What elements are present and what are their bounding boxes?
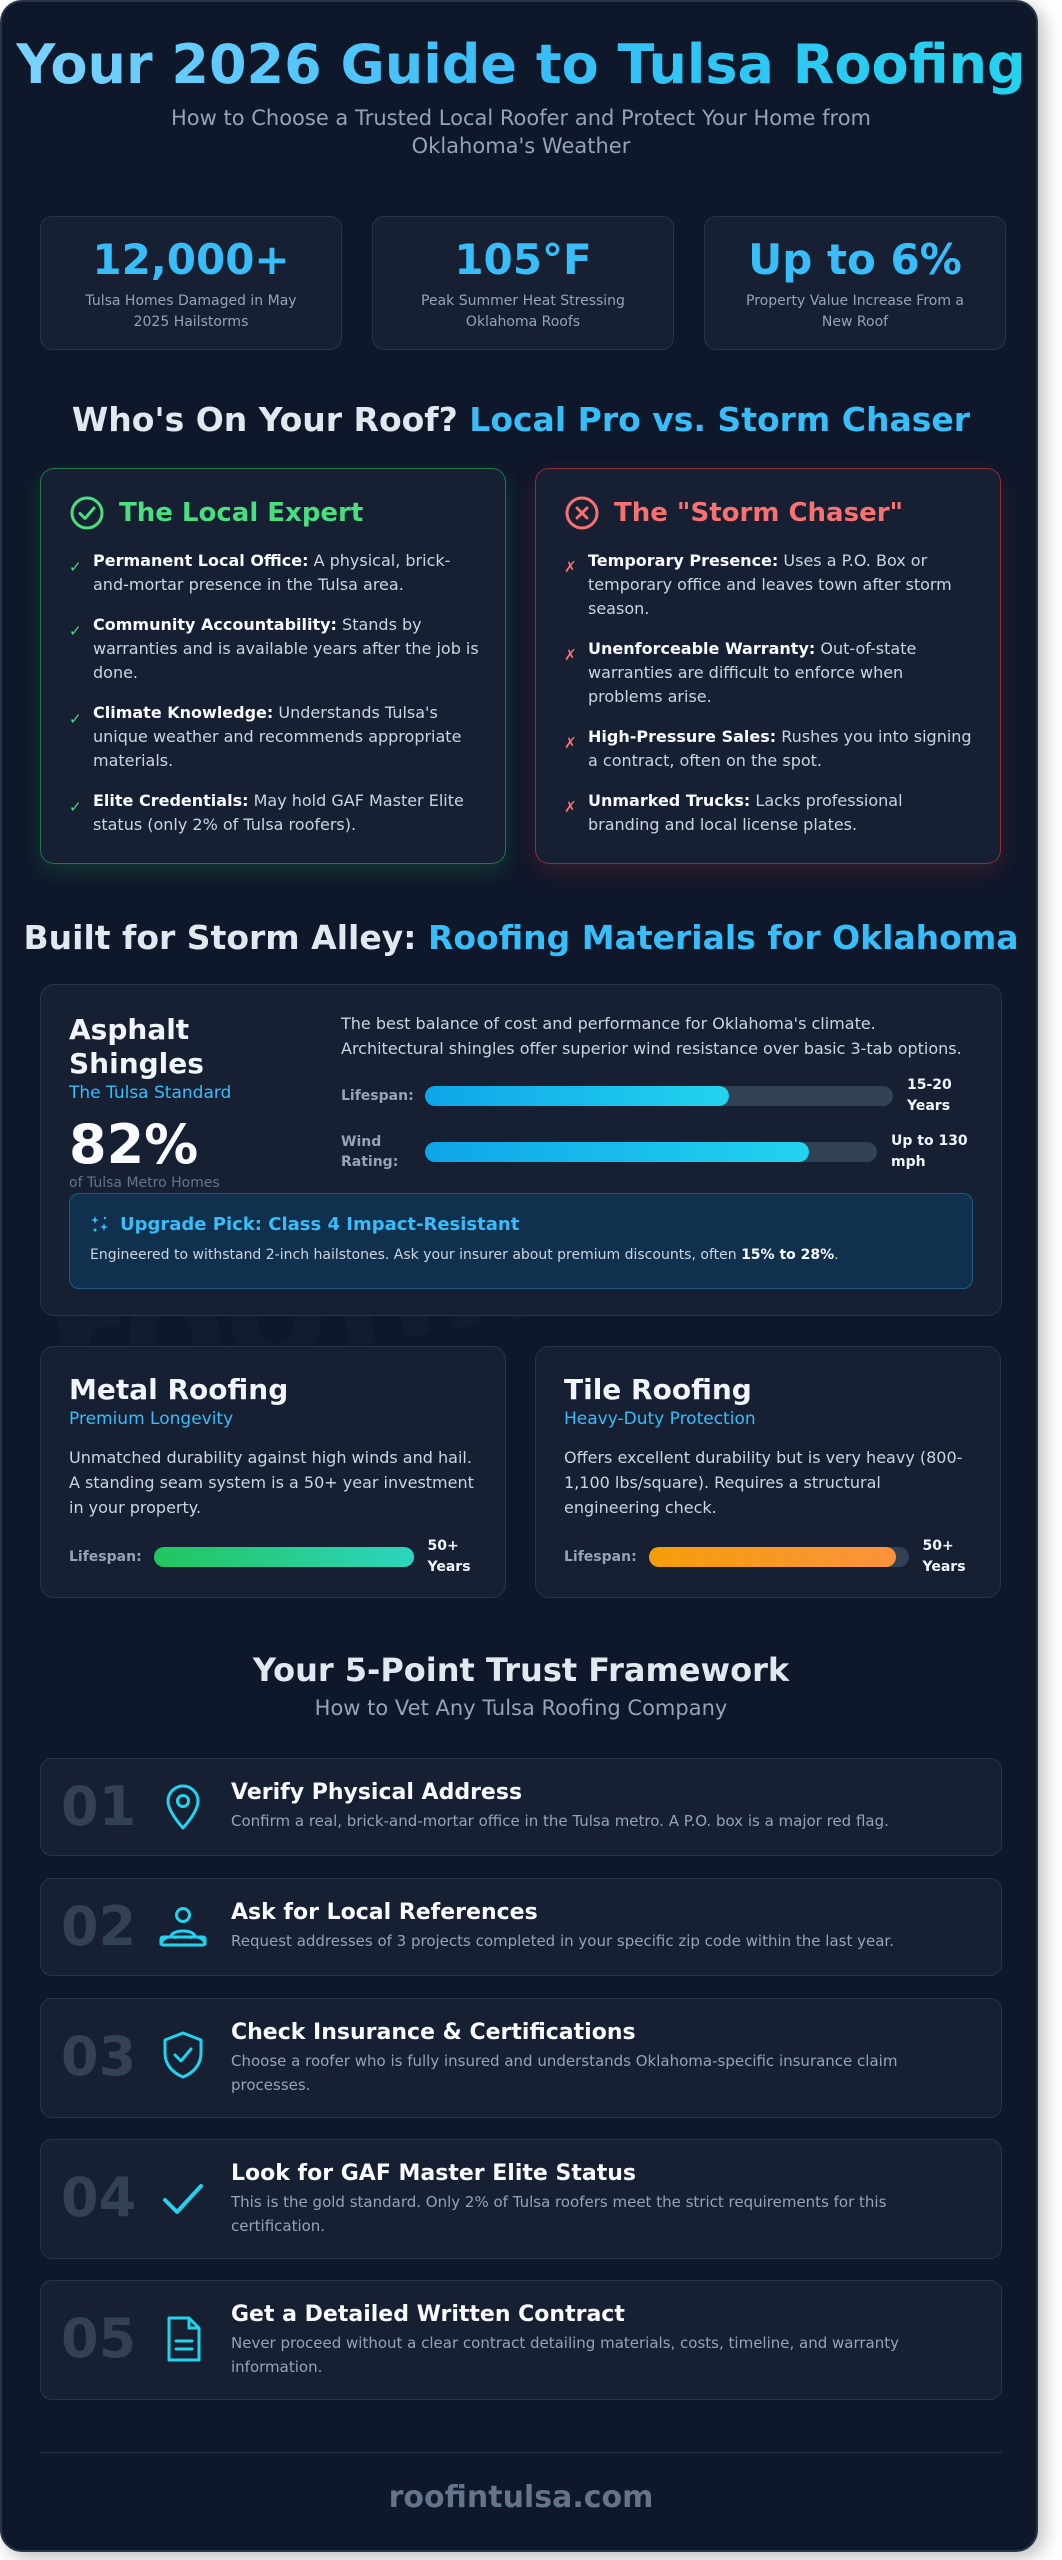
lifespan-bar-track [425, 1086, 893, 1106]
item-bold: Community Accountability: [93, 615, 337, 634]
footer-divider [40, 2452, 1002, 2453]
item-text: Out-of-state warranties are difficult to enforce when problems arise. [588, 639, 917, 706]
page-subtitle: How to Choose a Trusted Local Roofer and Protect Your Home from Oklahoma's Weather [170, 106, 872, 158]
check-circle-icon [69, 495, 105, 531]
trust-step-2 [40, 1878, 1002, 1976]
bar-label: Lifespan: [564, 1549, 637, 1565]
step-title: Verify Physical Address [231, 1780, 523, 1805]
item-text: May hold GAF Master Elite status (only 2% of Tulsa roofers). [93, 791, 464, 834]
material-subtitle: The Tulsa Standard [69, 1083, 232, 1103]
item-text: Understands Tulsa's unique weather and recommends appropriate materials. [93, 703, 462, 770]
page-title: Your 2026 Guide to Tulsa Roofing [2, 32, 1038, 98]
item-bold: Elite Credentials: [93, 791, 249, 810]
upgrade-description [90, 1247, 952, 1263]
stat-value: 105°F [454, 235, 592, 284]
lifespan-bar-fill [425, 1086, 729, 1106]
local-expert-header [69, 495, 479, 531]
step-title: Look for GAF Master Elite Status [231, 2161, 636, 2186]
item-text: Uses a P.O. Box or temporary office and leaves town after storm season. [588, 551, 952, 618]
upgrade-text: Engineered to withstand 2-inch hailstones. Ask your insurer about premium discounts, often [90, 1247, 737, 1263]
step-description: Never proceed without a clear contract detailing materials, costs, timeline, and warranty information. [231, 2334, 899, 2376]
step-text [231, 2301, 971, 2379]
bar-value: 15-20 Years [907, 1077, 952, 1114]
trust-step-3 [40, 1998, 1002, 2118]
document-icon [157, 2313, 209, 2365]
metal-roofing-card [40, 1346, 506, 1598]
bar-value: 50+ Years [922, 1538, 966, 1575]
asphalt-summary [69, 1013, 329, 1191]
shield-check-icon [157, 2029, 209, 2081]
map-pin-icon [157, 1781, 209, 1833]
step-text [231, 2160, 971, 2238]
step-description: This is the gold standard. Only 2% of Tulsa roofers meet the strict requirements for this certification. [231, 2193, 887, 2235]
trust-title: Your 5-Point Trust Framework [252, 1651, 790, 1689]
step-number: 05 [61, 2307, 137, 2370]
trust-section-header [2, 1650, 1038, 1720]
upgrade-end: . [834, 1247, 839, 1263]
stats-row [40, 216, 1006, 350]
x-mark-icon: ✗ [564, 798, 577, 816]
item-bold: High-Pressure Sales: [588, 727, 777, 746]
materials-title-accent: Roofing Materials for Oklahoma [427, 918, 1019, 957]
step-number: 01 [61, 1775, 137, 1838]
material-description: The best balance of cost and performance for Oklahoma's climate. Architectural shingles offer superior wind resistance over basic 3-tab options. [341, 1014, 962, 1058]
stat-value: Up to 6% [748, 235, 962, 284]
check-mark-icon: ✓ [69, 622, 82, 640]
storm-chaser-header [564, 495, 974, 531]
bar-label: Wind Rating: [341, 1134, 399, 1170]
trust-subtitle: How to Vet Any Tulsa Roofing Company [314, 1696, 728, 1720]
market-share-label: of Tulsa Metro Homes [69, 1175, 220, 1191]
step-description: Request addresses of 3 projects completed in your specific zip code within the last year. [231, 1932, 894, 1950]
item-text: Lacks professional branding and local license plates. [588, 791, 903, 834]
sparkles-icon [90, 1215, 110, 1235]
stat-card-peak-heat [372, 216, 674, 350]
item-bold: Temporary Presence: [588, 551, 779, 570]
local-expert-card [40, 468, 506, 864]
x-mark-icon: ✗ [564, 558, 577, 576]
material-title: Tile Roofing [564, 1373, 752, 1406]
checkmark-icon [157, 2172, 209, 2224]
x-mark-icon: ✗ [564, 646, 577, 664]
trust-step-1 [40, 1758, 1002, 1856]
check-mark-icon: ✓ [69, 558, 82, 576]
wind-rating-bar-fill [425, 1142, 809, 1162]
step-title: Get a Detailed Written Contract [231, 2302, 625, 2327]
local-expert-title: The Local Expert [119, 498, 364, 528]
list-item [69, 789, 479, 837]
upgrade-title: Upgrade Pick: Class 4 Impact-Resistant [120, 1214, 520, 1235]
lifespan-bar-track [649, 1547, 908, 1567]
bar-label: Lifespan: [69, 1549, 142, 1565]
stat-label: Peak Summer Heat Stressing Oklahoma Roofs [421, 293, 625, 330]
x-mark-icon: ✗ [564, 734, 577, 752]
item-bold: Climate Knowledge: [93, 703, 274, 722]
bar-label: Lifespan: [341, 1088, 414, 1104]
stat-card-homes-damaged [40, 216, 342, 350]
list-item [69, 549, 479, 597]
step-text [231, 1779, 971, 1833]
step-description: Confirm a real, brick-and-mortar office in the Tulsa metro. A P.O. box is a major red flag. [231, 1812, 889, 1830]
footer-site-link[interactable]: roofintulsa.com [388, 2480, 654, 2515]
item-text: A physical, brick-and-mortar presence in the Tulsa area. [93, 551, 451, 594]
users-icon [157, 1901, 209, 1953]
materials-title-main: Built for Storm Alley: [23, 918, 417, 957]
storm-chaser-title: The "Storm Chaser" [614, 498, 904, 528]
market-share-value: 82% [69, 1113, 199, 1176]
upgrade-discount: 15% to 28% [741, 1247, 835, 1263]
item-bold: Unmarked Trucks: [588, 791, 751, 810]
wind-rating-bar-track [425, 1142, 877, 1162]
step-number: 04 [61, 2166, 137, 2229]
list-item [564, 789, 974, 837]
bar-value: 50+ Years [427, 1538, 471, 1575]
list-item [564, 637, 974, 709]
wind-rating-bar-row [341, 1131, 977, 1173]
step-text [231, 2019, 971, 2097]
local-expert-list [69, 549, 479, 837]
lifespan-bar-fill [154, 1547, 413, 1567]
list-item [69, 613, 479, 685]
material-title: Metal Roofing [69, 1373, 289, 1406]
lifespan-bar-fill [649, 1547, 895, 1567]
lifespan-bar-row [69, 1536, 477, 1578]
storm-chaser-list [564, 549, 974, 837]
material-description: Offers excellent durability but is very heavy (800-1,100 lbs/square). Requires a structural engineering check. [564, 1448, 963, 1517]
upgrade-pick-callout [69, 1193, 973, 1289]
stat-label: Tulsa Homes Damaged in May 2025 Hailstorms [85, 293, 297, 330]
upgrade-title-row [90, 1214, 952, 1235]
storm-chaser-card [535, 468, 1001, 864]
step-title: Ask for Local References [231, 1900, 538, 1925]
check-mark-icon: ✓ [69, 710, 82, 728]
material-subtitle: Heavy-Duty Protection [564, 1409, 756, 1429]
material-title: Asphalt Shingles [69, 1013, 204, 1080]
bar-value: Up to 130 mph [891, 1133, 968, 1170]
step-number: 03 [61, 2025, 137, 2088]
trust-step-4 [40, 2139, 1002, 2259]
list-item [564, 725, 974, 773]
step-number: 02 [61, 1895, 137, 1958]
asphalt-shingles-card [40, 984, 1002, 1316]
lifespan-bar-track [154, 1547, 413, 1567]
material-subtitle: Premium Longevity [69, 1409, 234, 1429]
tile-roofing-card [535, 1346, 1001, 1598]
asphalt-details [341, 1011, 977, 1173]
hero-header [2, 32, 1038, 160]
lifespan-bar-row [564, 1536, 972, 1578]
item-text: Rushes you into signing a contract, often on the spot. [588, 727, 972, 770]
trust-step-5 [40, 2280, 1002, 2400]
stat-label: Property Value Increase From a New Roof [746, 293, 964, 330]
list-item [69, 701, 479, 773]
x-circle-icon [564, 495, 600, 531]
item-bold: Unenforceable Warranty: [588, 639, 816, 658]
material-description: Unmatched durability against high winds and hail. A standing seam system is a 50+ year investment in your property. [69, 1448, 474, 1517]
list-item [564, 549, 974, 621]
step-description: Choose a roofer who is fully insured and understands Oklahoma-specific insurance claim processes. [231, 2052, 898, 2094]
lifespan-bar-row [341, 1075, 977, 1117]
comparison-title-accent: Local Pro vs. Storm Chaser [469, 400, 971, 439]
step-title: Check Insurance & Certifications [231, 2020, 636, 2045]
item-bold: Permanent Local Office: [93, 551, 309, 570]
comparison-section-title [2, 400, 1038, 439]
check-mark-icon: ✓ [69, 798, 82, 816]
stat-value: 12,000+ [92, 235, 290, 284]
item-text: Stands by warranties and is available years after the job is done. [93, 615, 479, 682]
step-text [231, 1899, 971, 1953]
stat-card-property-value [704, 216, 1006, 350]
comparison-title-main: Who's On Your Roof? [71, 400, 458, 439]
materials-section-title [2, 918, 1038, 957]
